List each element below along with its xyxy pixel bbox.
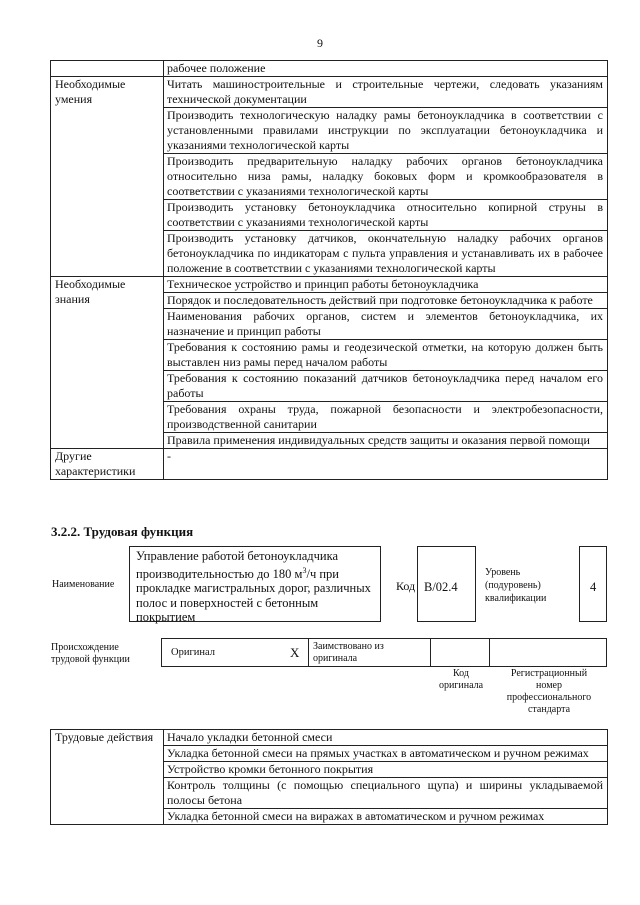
row-label: Трудовые действия xyxy=(51,730,164,825)
row-text: Устройство кромки бетонного покрытия xyxy=(164,762,608,778)
row-text: Производить установку бетоноукладчика относительно копирной струны в соответствии с указаниями технологической карты xyxy=(164,200,608,231)
row-text: Начало укладки бетонной смеси xyxy=(164,730,608,746)
row-text: Читать машиностроительные и строительные чертежи, следовать указаниям технической документации xyxy=(164,77,608,108)
row-text: Производить установку датчиков, окончательную наладку рабочих органов бетоноукладчика по индикаторам с пульта управления и устанавливать их в рабочее положение в соответствии с указаниями технологической карты xyxy=(164,231,608,277)
row-text: Производить предварительную наладку рабочих органов бетоноукладчика относительно низа рамы, наладку боковых форм и кромкообразователя в соответствии с указаниями технологической карты xyxy=(164,154,608,200)
row-text: Порядок и последовательность действий при подготовке бетоноукладчика к работе xyxy=(164,293,608,309)
row-text: Укладка бетонной смеси на виражах в автоматическом и ручном режимах xyxy=(164,809,608,825)
row-text: рабочее положение xyxy=(164,61,608,77)
origin-divider-3 xyxy=(489,638,490,667)
level-box xyxy=(579,546,607,622)
row-label: Необходимые знания xyxy=(51,277,164,449)
level-label: Уровень (подуровень) квалификации xyxy=(485,567,547,604)
reg-number-caption: Регистрационный номер профессионального стандарта xyxy=(506,668,592,715)
labor-actions-table xyxy=(50,729,608,825)
row-label: Необходимые умения xyxy=(51,77,164,277)
code-original-caption: Код оригинала xyxy=(438,668,484,691)
row-text: Производить технологическую наладку рамы бетоноукладчика в соответствии с установленными правилами инструкции по эксплуатации бетоноукладчика и указаниями технологической карты xyxy=(164,108,608,154)
row-text: Требования охраны труда, пожарной безопасности и электробезопасности, производственной санитарии xyxy=(164,402,608,433)
original-label: Оригинал xyxy=(171,647,215,658)
name-label: Наименование xyxy=(52,579,115,590)
row-text: Наименования рабочих органов, систем и элементов бетоноукладчика, их назначение и принцип работы xyxy=(164,309,608,340)
section-title: 3.2.2. Трудовая функция xyxy=(51,524,194,539)
function-name-box xyxy=(129,546,381,625)
skills-knowledge-table xyxy=(50,60,608,480)
row-text: Контроль толщины (с помощью специального щупа) и ширины укладываемой полосы бетона xyxy=(164,778,608,809)
row-text: Правила применения индивидуальных средств защиты и оказания первой помощи xyxy=(164,433,608,449)
code-value: В/02.4 xyxy=(424,580,458,594)
origin-divider-2 xyxy=(430,638,431,667)
table-row xyxy=(51,449,608,480)
borrowed-label: Заимствовано из оригинала xyxy=(313,641,384,664)
code-label: Код xyxy=(396,579,416,593)
code-box xyxy=(417,546,476,622)
table-row xyxy=(51,61,608,77)
row-text: Требования к состоянию показаний датчиков бетоноукладчика перед началом его работы xyxy=(164,371,608,402)
origin-divider-1 xyxy=(308,638,309,667)
table-row xyxy=(51,77,608,108)
row-text: Требования к состоянию рамы и геодезической отметки, на которую должен быть выставлен низ рамы перед началом работы xyxy=(164,340,608,371)
row-label xyxy=(51,61,164,77)
origin-label: Происхождение трудовой функции xyxy=(51,642,130,665)
level-value: 4 xyxy=(590,580,597,594)
function-name: Управление работой бетоноукладчика производительностью до 180 $м^3/ч$ при прокладке магистральных дорог, различных полос и поверхностей с бетонным покрытием xyxy=(136,549,371,625)
table-row xyxy=(51,730,608,746)
original-mark: X xyxy=(290,645,300,660)
row-text: - xyxy=(164,449,608,480)
table-row xyxy=(51,277,608,293)
row-text: Укладка бетонной смеси на прямых участках в автоматическом и ручном режимах xyxy=(164,746,608,762)
row-text: Техническое устройство и принцип работы бетоноукладчика xyxy=(164,277,608,293)
row-label: Другие характеристики xyxy=(51,449,164,480)
page-number: 9 xyxy=(317,36,323,50)
